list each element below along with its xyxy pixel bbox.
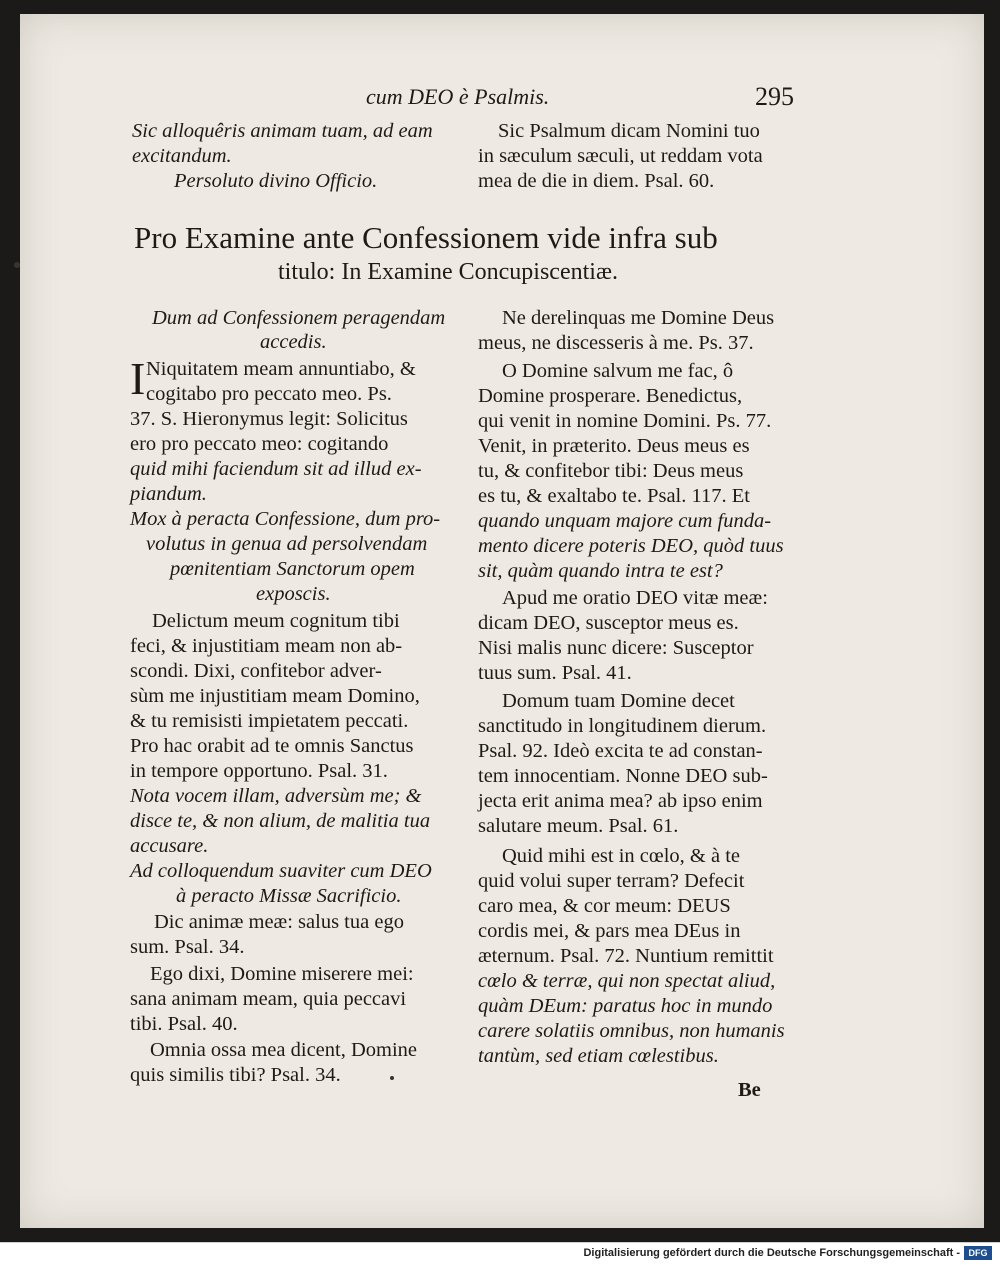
left-line-29: tibi. Psal. 40. (130, 1013, 238, 1035)
left-line-18: Pro hac orabit ad te omnis Sanctus (130, 735, 414, 757)
right-line-10: mento dicere poteris DEO, quòd tuus (478, 535, 784, 557)
left-line-22: accusare. (130, 835, 209, 857)
left-line-1: Dum ad Confessionem peragendam (152, 307, 446, 329)
left-line-26: sum. Psal. 34. (130, 936, 245, 958)
right-line-4: Domine prosperare. Benedictus, (478, 385, 743, 407)
left-line-5: 37. S. Hieronymus legit: Solicitus (130, 408, 408, 430)
right-line-22: Quid mihi est in cœlo, & à te (502, 845, 740, 867)
right-line-2: meus, ne discesseris à me. Ps. 37. (478, 332, 754, 354)
right-line-21: salutare meum. Psal. 61. (478, 815, 679, 837)
left-line-25: Dic animæ meæ: salus tua ego (154, 911, 404, 933)
left-line-14: feci, & injustitiam meam non ab- (130, 635, 403, 657)
left-line-15: scondi. Dixi, confitebor adver- (130, 660, 382, 682)
right-line-19: tem innocentiam. Nonne DEO sub- (478, 765, 768, 787)
left-line-11: pœnitentiam Sanctorum opem (170, 558, 415, 580)
right-line-28: quàm DEum: paratus hoc in mundo (478, 995, 773, 1017)
left-line-28: sana animam meam, quia peccavi (130, 988, 407, 1010)
section-title-line-2: titulo: In Examine Concupiscentiæ. (278, 259, 618, 285)
footer-bar (0, 1242, 1000, 1265)
left-line-7: quid mihi faciendum sit ad illud ex- (130, 458, 422, 480)
left-line-31: quis similis tibi? Psal. 34. (130, 1064, 341, 1086)
left-line-16: sùm me injustitiam meam Domino, (130, 685, 420, 707)
right-line-13: dicam DEO, susceptor meus es. (478, 612, 739, 634)
section-title-line-1: Pro Examine ante Confessionem vide infra sub (134, 220, 718, 255)
left-line-23: Ad colloquendum suaviter cum DEO (130, 860, 432, 882)
right-line-6: Venit, in præterito. Deus meus es (478, 435, 750, 457)
right-line-12: Apud me oratio DEO vitæ meæ: (502, 587, 768, 609)
top-left-line-1: Sic alloquêris animam tuam, ad eam (132, 120, 433, 142)
left-line-24: à peracto Missæ Sacrificio. (176, 885, 402, 907)
right-line-3: O Domine salvum me fac, ô (502, 360, 734, 382)
top-left-line-3: Persoluto divino Officio. (174, 170, 378, 192)
left-line-12: exposcis. (256, 583, 331, 605)
left-line-13: Delictum meum cognitum tibi (152, 610, 400, 632)
right-line-7: tu, & confitebor tibi: Deus meus (478, 460, 744, 482)
left-line-6: ero pro peccato meo: cogitando (130, 433, 389, 455)
right-line-29: carere solatiis omnibus, non humanis (478, 1020, 785, 1042)
ink-speck (390, 1076, 394, 1080)
top-right-line-2: in sæculum sæculi, ut reddam vota (478, 145, 763, 167)
right-line-11: sit, quàm quando intra te est? (478, 560, 723, 582)
book-page (20, 14, 984, 1228)
left-line-9: Mox à peracta Confessione, dum pro- (130, 508, 441, 530)
top-left-line-2: excitandum. (132, 145, 232, 167)
right-line-23: quid volui super terram? Defecit (478, 870, 745, 892)
funding-credit: Digitalisierung gefördert durch die Deutsche Forschungsgemeinschaft - (583, 1247, 960, 1259)
right-line-27: cœlo & terræ, qui non spectat aliud, (478, 970, 776, 992)
left-line-19: in tempore opportuno. Psal. 31. (130, 760, 388, 782)
page-number: 295 (755, 82, 794, 111)
right-line-25: cordis mei, & pars mea DEus in (478, 920, 741, 942)
left-line-30: Omnia ossa mea dicent, Domine (150, 1039, 418, 1061)
running-title: cum DEO è Psalmis. (366, 84, 550, 109)
top-right-line-3: mea de die in diem. Psal. 60. (478, 170, 715, 192)
right-line-1: Ne derelinquas me Domine Deus (502, 307, 775, 329)
left-line-2: accedis. (260, 331, 327, 353)
right-line-5: qui venit in nomine Domini. Ps. 77. (478, 410, 772, 432)
right-line-24: caro mea, & cor meum: DEUS (478, 895, 731, 917)
drop-cap: I (130, 353, 146, 404)
right-line-9: quando unquam majore cum funda- (478, 510, 772, 532)
right-line-16: Domum tuam Domine decet (502, 690, 735, 712)
left-line-20: Nota vocem illam, adversùm me; & (130, 785, 422, 807)
left-line-17: & tu remisisti impietatem peccati. (130, 710, 409, 732)
left-line-4: cogitabo pro peccato meo. Ps. (146, 383, 392, 405)
right-line-20: jecta erit anima mea? ab ipso enim (478, 790, 763, 812)
top-right-line-1: Sic Psalmum dicam Nomini tuo (498, 120, 760, 142)
left-line-10: volutus in genua ad persolvendam (146, 533, 428, 555)
catchword: Be (738, 1079, 761, 1101)
ink-speck (14, 262, 20, 268)
right-line-14: Nisi malis nunc dicere: Susceptor (478, 637, 754, 659)
left-line-3: Niquitatem meam annuntiabo, & (146, 358, 416, 380)
dfg-logo: DFG (964, 1246, 992, 1260)
right-line-18: Psal. 92. Ideò excita te ad constan- (478, 740, 763, 762)
right-line-30: tantùm, sed etiam cœlestibus. (478, 1045, 719, 1067)
right-line-26: æternum. Psal. 72. Nuntium remittit (478, 945, 774, 967)
right-line-15: tuus sum. Psal. 41. (478, 662, 632, 684)
right-line-17: sanctitudo in longitudinem dierum. (478, 715, 767, 737)
left-line-27: Ego dixi, Domine miserere mei: (150, 963, 414, 985)
right-line-8: es tu, & exaltabo te. Psal. 117. Et (478, 485, 750, 507)
left-line-21: disce te, & non alium, de malitia tua (130, 810, 431, 832)
left-line-8: piandum. (130, 483, 207, 505)
